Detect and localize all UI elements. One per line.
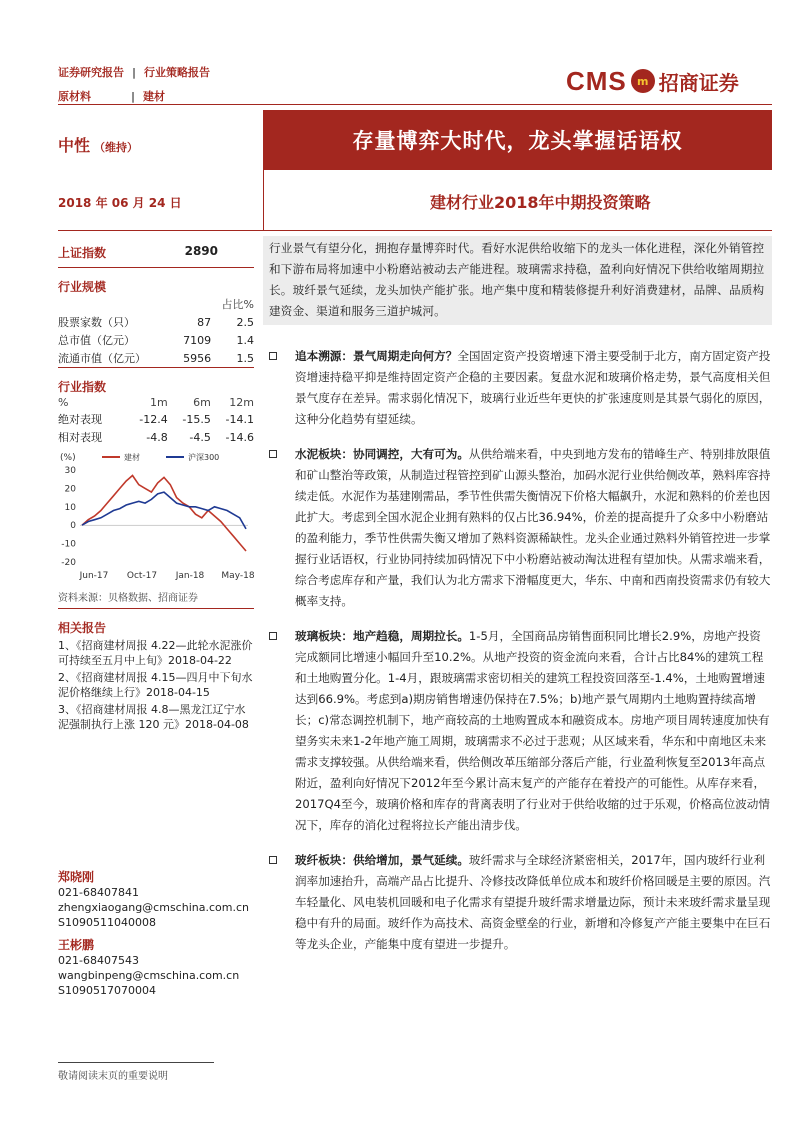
row-value: -15.5 [182,412,211,426]
report-subcategory: 行业策略报告 [144,66,211,79]
row-value: -14.6 [225,430,254,444]
x-tick-label: Jan-18 [175,571,205,581]
index-chart [58,450,254,585]
banner-title: 存量博弈大时代，龙头掌握话语权 [263,110,772,170]
sidebar [58,236,254,998]
list-item [263,626,772,836]
logo-en: CMS [566,65,627,96]
list-item [263,850,772,955]
table-row [58,349,254,368]
row-name: 流通市值（亿元） [58,352,146,365]
table-row [58,410,254,428]
scale-title: 行业规模 [58,280,107,294]
list-item [263,444,772,612]
author-email[interactable]: wangbinpeng@cmschina.com.cn [58,969,240,982]
bullet-body: 全国固定资产投资增速下滑主要受制于北方，南方固定资产投资增速持稳平抑是维持固定资产企稳的主要因素。复盘水泥和玻璃价格走势，景气高度相关但景气度存在差异。需求弱化情况下，玻璃行业近些年更快的扩张速度则是其景气弱化的原因，这种分化趋势有望延续。 [295,349,771,426]
author-block [58,870,254,930]
related-report-link[interactable]: 3、《招商建材周报 4.8—黑龙江辽宁水泥强制执行上涨 120 元》2018-04-08 [58,703,249,731]
related-report-link[interactable]: 2、《招商建材周报 4.15—四月中下旬水泥价格继续上行》2018-04-15 [58,671,253,699]
author-email[interactable]: zhengxiaogang@cmschina.com.cn [58,901,249,914]
bullet-body: 从供给端来看，中央到地方发布的错峰生产、特别排放限值和矿山整治等政策，从制造过程管控到矿山源头整治，加码水泥行业供给侧改革，熟料库容持续走低。水泥作为基建刚需品，季节性供需失衡情况下价格大幅飙升，水泥和熟料的价差也因此扩大。考虑到全国水泥企业拥有熟料的仅占比36.94%，价差的提高提升了众多中小粉磨站的盈利能力，季节性供需失衡又增加了熟料资源稀缺性。龙头企业通过熟料外销管控进一步掌握行业话语权，行业协同持续加码情况下中小粉磨站被动淘汰进程有望加快。从需求端来看，综合考虑库存和产量，我们认为北方需求下滑幅度更大，华东、中南和西南投资需求仍有较大概率支持。 [295,447,771,608]
row-value: 87 [197,315,212,329]
y-axis-label: (%) [60,453,76,463]
perf-header: % [58,396,69,409]
report-subtitle: 建材行业2018年中期投资策略 [430,193,651,212]
report-category: 证券研究报告 [58,66,124,79]
author-phone: 021-68407543 [58,954,139,967]
bullet-body: 玻纤需求与全球经济紧密相关，2017年，国内玻纤行业利润率加速抬升，高端产品占比提升、冷修技改降低单位成本和玻纤价格回暖是主要的原因。汽车轻量化、风电装机回暖和电子化需求有望提升玻纤需求增量边际，预计未来玻纤需求量呈现稳中有升的局面。玻纤作为高技术、高资金壁垒的行业，新增和冷修复产产能主要集中在巨石等龙头企业，产能集中度有望进一步提升。 [295,853,771,951]
row-name: 总市值（亿元） [58,334,135,347]
row-pct: 2.5 [236,315,254,329]
summary-box: 行业景气有望分化，拥抱存量博弈时代。看好水泥供给收缩下的龙头一体化进程，深化外销管控和下游布局将加速中小粉磨站被动去产能进程。玻璃需求持稳，盈利向好情况下供给收缩周期拉长。玻纤景气延续，龙头加快产能扩张。地产集中度和精装修提升利好消费建材，品牌、品质构建资金、渠道和服务三道护城河。 [263,236,772,325]
logo-mark-icon: m [631,69,655,93]
bullet-head: 玻纤板块：供给增加，景气延续。 [295,853,469,867]
row-pct: 1.4 [236,333,254,347]
bullet-body: 1-5月，全国商品房销售面积同比增长2.9%，房地产投资完成额同比增速小幅回升至10.2%。从地产投资的资金流向来看，合计占比84%的建筑工程和土地购置分化。1-4月，跟玻璃需求密切相关的建筑工程投资回落至-1.4%，土地购置增速达到66.9%。考虑到a)期房销售增速仍保持在7.5%；b)地产景气周期内土地购置持续高增长；c)常态调控机制下，地产商较高的土地购置成本和融资成本。房地产项目周转速度加快有望务实未来1-2年地产施工周期，玻璃需求不必过于悲观；从区域来看，华东和中南地区未来需求支撑较强。从供给端来看，供给侧改革压缩部分落后产能，行业盈利恢复至2013年高点附近，盈利向好情况下2012年至今累计高末复产的产能存在着投产的可能性。从库存来看，2017Q4至今，玻璃价格和库存的背离表明了行业对于供给收缩的过于乐观，价格高位波动情况下，库存的消化过程将拉长产能出清步伐。 [295,629,770,832]
x-tick-label: May-18 [221,571,254,581]
row-name: 绝对表现 [58,413,102,426]
related-title: 相关报告 [58,621,107,635]
rating-label: 中性 [58,136,91,155]
index-row [58,236,254,268]
row-value: -4.8 [146,430,168,444]
row-name: 相对表现 [58,431,102,444]
legend-label: 沪深300 [188,453,220,462]
row-value: -14.1 [225,412,254,426]
x-tick-label: Oct-17 [126,571,158,581]
report-date: 2018 年 06 月 24 日 [58,196,182,210]
row-value: 5956 [183,351,212,365]
title-divider [58,230,772,231]
sector-path: 原材料 | 建材 [58,90,166,103]
index-label: 上证指数 [58,246,107,260]
y-tick-label: 30 [64,466,76,476]
perf-table [58,395,254,446]
table-row [58,313,254,331]
legend-label: 建材 [124,453,140,462]
logo-cn: 招商证券 [658,70,739,95]
x-tick-label: Jun-17 [79,571,109,581]
row-value: 7109 [183,333,212,347]
rating-sub: （维持） [94,141,139,154]
bullet-head: 玻璃板块：地产趋稳，周期拉长。 [295,629,469,643]
cms-logo [566,64,772,98]
report-type: 证券研究报告 | 行业策略报告 [58,66,211,79]
y-tick-label: 0 [70,521,76,532]
related-report-link[interactable]: 1、《招商建材周报 4.22—此轮水泥涨价可持续至五月中上旬》2018-04-22 [58,639,253,667]
footer-note: 敬请阅读末页的重要说明 [58,1062,214,1082]
author-cert: S1090517070004 [58,984,156,997]
y-tick-label: -10 [61,539,76,550]
author-phone: 021-68407841 [58,886,139,899]
table-row [58,331,254,349]
series-line-建材 [82,476,246,552]
perf-title: 行业指数 [58,380,107,394]
author-name: 王彬鹏 [58,938,95,952]
row-pct: 1.5 [236,351,254,365]
sector: 原材料 [58,90,91,103]
checkbox-icon [269,450,277,458]
perf-header: 12m [229,396,254,409]
perf-header: 1m [150,396,168,409]
table-row [58,428,254,446]
author-block [58,938,254,998]
scale-col-header: 占比% [221,298,254,311]
related-list [58,638,254,732]
y-tick-label: 20 [64,484,76,495]
vertical-divider [263,170,264,230]
index-value: 2890 [184,244,218,258]
row-value: -4.5 [189,430,211,444]
line-chart [58,450,254,582]
row-name: 股票家数（只） [58,316,135,329]
bullet-head: 水泥板块：协同调控，大有可为。 [295,447,469,461]
y-tick-label: -20 [61,558,76,568]
author-name: 郑晓刚 [58,870,95,884]
author-cert: S1090511040008 [58,916,156,929]
header-divider [58,104,772,105]
row-value: -12.4 [139,412,168,426]
checkbox-icon [269,632,277,640]
checkbox-icon [269,352,277,360]
industry: 建材 [143,90,166,103]
perf-header: 6m [193,396,211,409]
chart-source: 资料来源：贝格数据、招商证券 [58,589,254,609]
list-item [263,346,772,430]
checkbox-icon [269,856,277,864]
scale-table [58,295,254,368]
bullet-head: 追本溯源：景气周期走向何方？ [295,349,458,363]
y-tick-label: 10 [64,502,76,513]
bullet-list [263,346,772,969]
rating [58,133,138,156]
